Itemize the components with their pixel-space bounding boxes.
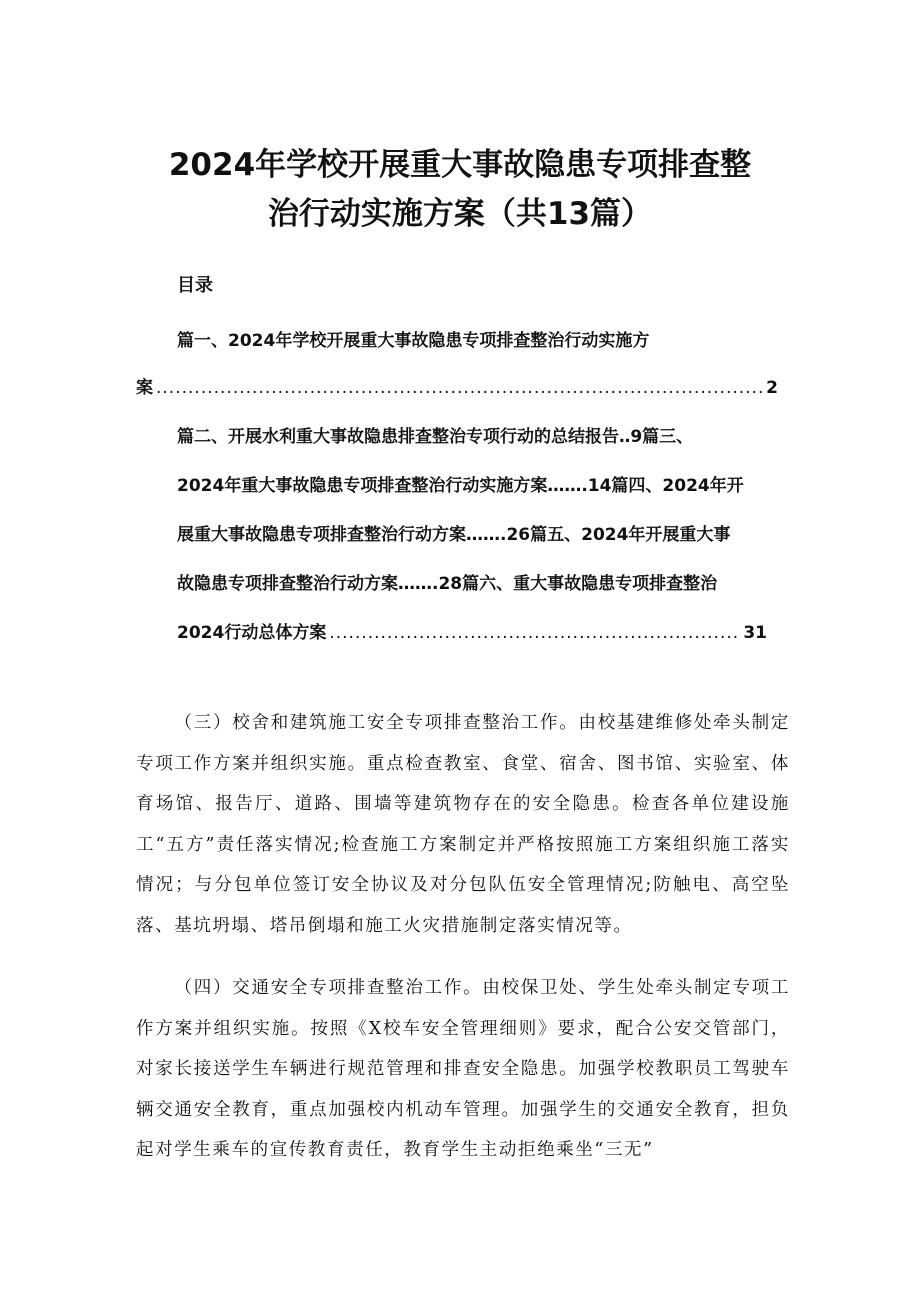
toc-leader-dots [156, 375, 763, 401]
toc-entry-3[interactable]: 2024年重大事故隐患专项排查整治行动实施方案…….14篇四、2024年开 [177, 476, 744, 496]
toc-entry-6-continued[interactable] [177, 620, 767, 646]
document-title-line-2: 治行动实施方案（共13篇） [267, 196, 653, 232]
toc-entry-5[interactable]: 故隐患专项排查整治行动方案…….28篇六、重大事故隐患专项排查整治 [177, 574, 718, 594]
toc-entry-text: 案 [136, 378, 153, 398]
toc-entry-1-continued[interactable] [136, 375, 778, 401]
toc-entry-1[interactable]: 篇一、2024年学校开展重大事故隐患专项排查整治行动实施方 [177, 331, 650, 351]
toc-entry-4[interactable]: 展重大事故隐患专项排查整治行动方案…….26篇五、2024年开展重大事 [177, 525, 731, 545]
toc-leader-dots [329, 620, 740, 646]
toc-entry-text: 2024行动总体方案 [177, 623, 327, 643]
toc-page-number: 31 [743, 623, 767, 643]
toc-page-number: 2 [766, 378, 778, 398]
document-title-line-1: 2024年学校开展重大事故隐患专项排查整 [168, 147, 752, 183]
toc-entry-2[interactable]: 篇二、开展水利重大事故隐患排查整治专项行动的总结报告‥9篇三、 [177, 427, 694, 447]
toc-heading: 目录 [177, 275, 213, 296]
body-paragraph-3: （三）校舍和建筑施工安全专项排查整治工作。由校基建维修处牵头制定专项工作方案并组织实施。重点检查教室、食堂、宿舍、图书馆、实验室、体育场馆、报告厅、道路、围墙等建筑物存在的安全隐患。检查各单位建设施工“五方”责任落实情况;检查施工方案制定并严格按照施工方案组织施工落实情况；与分包单位签订安全协议及对分包队伍安全管理情况;防触电、高空坠落、基坑坍塌、塔吊倒塌和施工火灾措施制定落实情况等。 [136, 713, 790, 936]
body-paragraph-4: （四）交通安全专项排查整治工作。由校保卫处、学生处牵头制定专项工作方案并组织实施。按照《X校车安全管理细则》要求，配合公安交管部门，对家长接送学生车辆进行规范管理和排查安全隐患。加强学校教职员工驾驶车辆交通安全教育，重点加强校内机动车管理。加强学生的交通安全教育，担负起对学生乘车的宣传教育责任，教育学生主动拒绝乘坐“三无” [136, 978, 790, 1160]
